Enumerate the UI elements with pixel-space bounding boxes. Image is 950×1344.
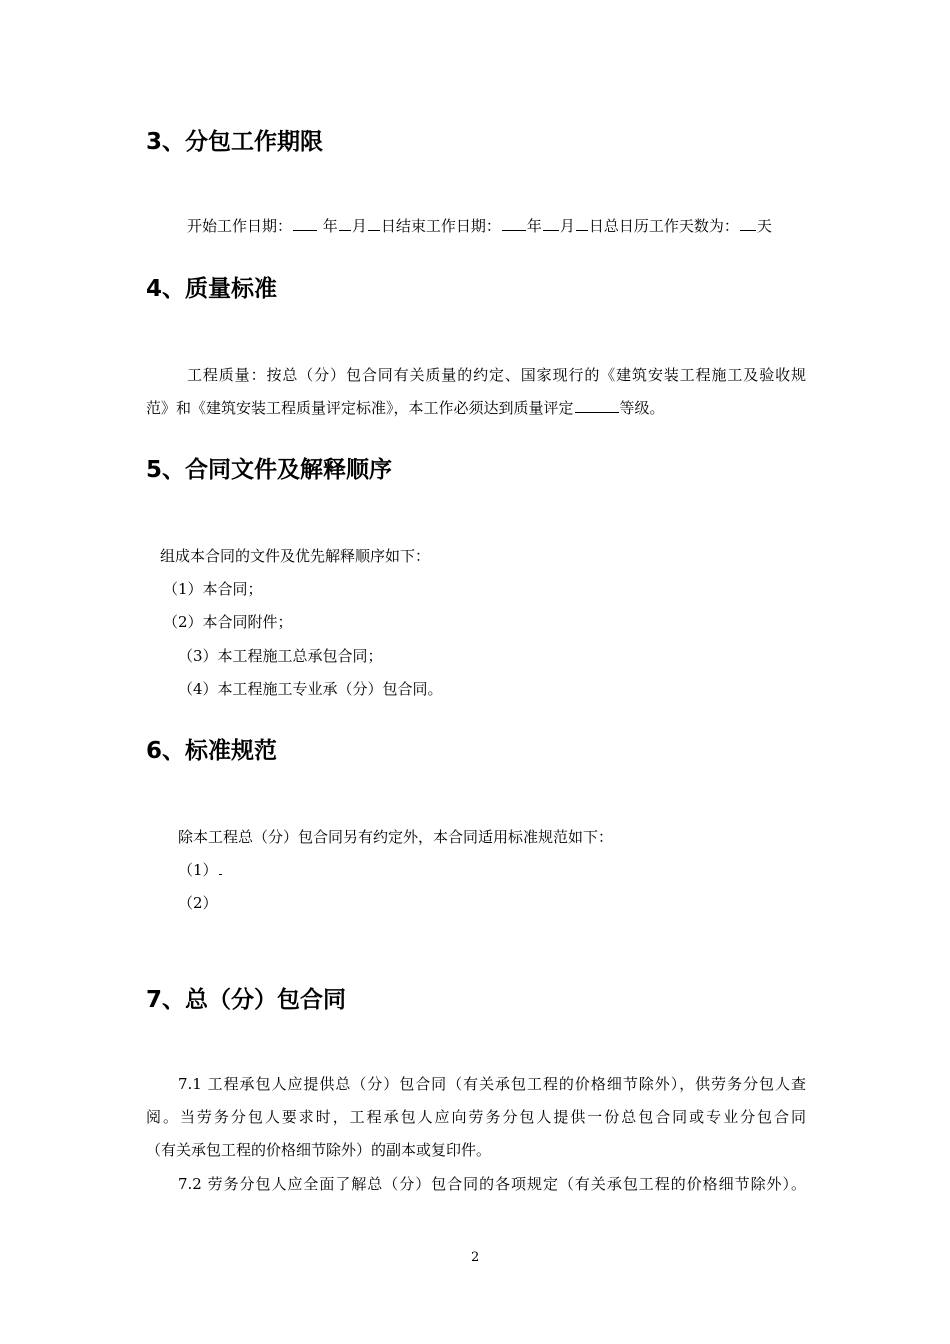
unit-month: 月 bbox=[351, 217, 367, 235]
unit-year-2: 年 bbox=[526, 217, 542, 235]
end-year-blank[interactable] bbox=[502, 216, 526, 231]
start-month-blank[interactable] bbox=[339, 216, 351, 231]
work-period-prefix: 开始工作日期： bbox=[187, 217, 293, 235]
end-day-blank[interactable] bbox=[576, 216, 588, 231]
clause-7-1-line-1: 7.1 工程承包人应提供总（分）包合同（有关承包工程的价格细节除外），供劳务分包人查 bbox=[178, 1075, 806, 1093]
clause-7-1-line-2: 阅。当劳务分包人要求时，工程承包人应向劳务分包人提供一份总包合同或专业分包合同 bbox=[146, 1108, 806, 1126]
quality-paragraph-line-1: 工程质量：按总（分）包合同有关质量的约定、国家现行的《建筑安装工程施工及验收规 bbox=[187, 366, 806, 384]
contract-docs-intro: 组成本合同的文件及优先解释顺序如下： bbox=[160, 547, 431, 565]
list-item: （1）本合同； bbox=[163, 580, 263, 598]
list-item: （4）本工程施工专业承（分）包合同。 bbox=[178, 680, 443, 698]
standards-intro: 除本工程总（分）包合同另有约定外，本合同适用标准规范如下： bbox=[178, 828, 614, 846]
quality-paragraph-line-2 bbox=[146, 398, 665, 418]
page-number: 2 bbox=[471, 1250, 480, 1265]
clause-7-1-line-3: （有关承包工程的价格细节除外）的副本或复印件。 bbox=[146, 1141, 492, 1159]
section-6-heading: 6、标准规范 bbox=[146, 738, 278, 764]
section-5-heading: 5、合同文件及解释顺序 bbox=[146, 457, 393, 483]
standard-item-1-label: （1） bbox=[178, 861, 218, 879]
unit-year: 年 bbox=[322, 217, 338, 235]
list-item: （3）本工程施工总承包合同； bbox=[178, 647, 383, 665]
clause-7-2-line-1: 7.2 劳务分包人应全面了解总（分）包合同的各项规定（有关承包工程的价格细节除外）。 bbox=[178, 1175, 806, 1193]
quality-line-2-prefix: 范》和《建筑安装工程质量评定标准》，本工作必须达到质量评定 bbox=[146, 399, 574, 417]
total-days-blank[interactable] bbox=[740, 216, 756, 231]
list-item bbox=[178, 860, 223, 880]
list-item: （2） bbox=[178, 894, 218, 912]
section-4-heading: 4、质量标准 bbox=[146, 276, 278, 302]
quality-line-2-suffix: 等级。 bbox=[619, 399, 665, 417]
start-year-blank[interactable] bbox=[293, 216, 317, 231]
start-day-blank[interactable] bbox=[368, 216, 380, 231]
standard-item-1-blank[interactable] bbox=[219, 862, 222, 875]
unit-day-total: 日总日历工作天数为： bbox=[588, 217, 739, 235]
end-month-blank[interactable] bbox=[543, 216, 559, 231]
quality-grade-blank[interactable] bbox=[575, 398, 619, 413]
unit-month-2: 月 bbox=[559, 217, 575, 235]
unit-day-end: 日结束工作日期： bbox=[380, 217, 501, 235]
unit-days: 天 bbox=[756, 217, 772, 235]
list-item: （2）本合同附件； bbox=[163, 613, 293, 631]
section-3-heading: 3、分包工作期限 bbox=[146, 129, 324, 155]
section-7-heading: 7、总（分）包合同 bbox=[146, 987, 347, 1013]
work-period-line bbox=[187, 216, 772, 236]
